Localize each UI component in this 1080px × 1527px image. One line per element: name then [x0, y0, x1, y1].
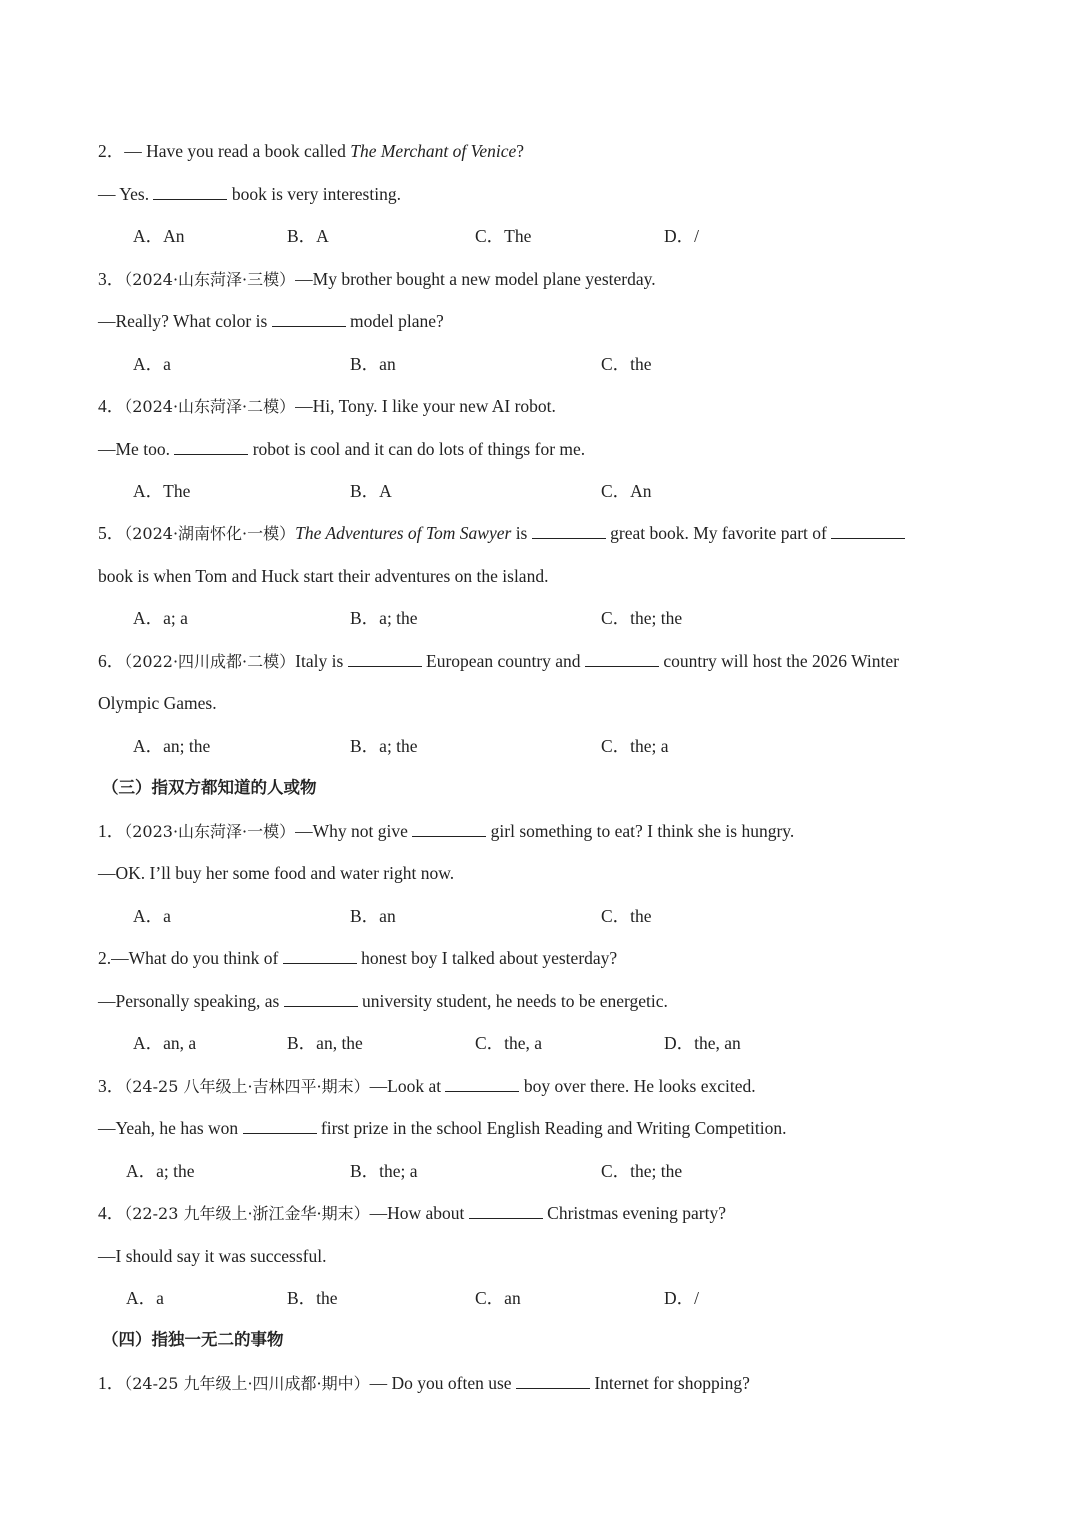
s3q3-reply: —Yeah, he has won first prize in the school English Reading and Writing Competition.	[98, 1118, 787, 1138]
answer-blank[interactable]	[348, 651, 422, 667]
q6-continuation: Olympic Games.	[98, 693, 217, 713]
q6-option-b[interactable]: B．a; the	[350, 736, 418, 756]
q2-option-c[interactable]: C．The	[475, 226, 532, 246]
section-heading: （四）指独一无二的事物	[102, 1330, 284, 1349]
q4-stem: 4．（2024·山东菏泽·二模）—Hi, Tony. I like your new AI robot.	[98, 396, 556, 416]
s3q2-option-d[interactable]: D．the, an	[664, 1033, 741, 1053]
q4-option-a[interactable]: A．The	[133, 481, 191, 501]
s3q1-option-b[interactable]: B．an	[350, 906, 396, 926]
s3q2-reply: —Personally speaking, as university student, he needs to be energetic.	[98, 991, 668, 1011]
s4q1-stem: 1．（24-25 九年级上·四川成都·期中）— Do you often use Internet for shopping?	[98, 1373, 750, 1393]
q4-option-c[interactable]: C．An	[601, 481, 652, 501]
answer-blank[interactable]	[243, 1118, 317, 1134]
q5-stem: 5．（2024·湖南怀化·一模）The Adventures of Tom Sawyer is great book. My favorite part of	[98, 522, 905, 545]
q3-stem: 3．（2024·山东菏泽·三模）—My brother bought a new model plane yesterday.	[98, 269, 656, 289]
q4-option-b[interactable]: B．A	[350, 481, 392, 501]
s3q3-option-a[interactable]: A．a; the	[126, 1161, 195, 1181]
s3q1-reply: —OK. I’ll buy her some food and water right now.	[98, 863, 455, 883]
answer-blank[interactable]	[585, 651, 659, 667]
q6-option-a[interactable]: A．an; the	[133, 736, 211, 756]
s3q2-option-a[interactable]: A．an, a	[133, 1033, 197, 1053]
s3q2-option-b[interactable]: B．an, the	[287, 1033, 363, 1053]
answer-blank[interactable]	[532, 523, 606, 539]
q4-reply: —Me too. robot is cool and it can do lots of things for me.	[98, 439, 586, 459]
q3-option-c[interactable]: C．the	[601, 354, 652, 374]
answer-blank[interactable]	[412, 821, 486, 837]
q2-option-d[interactable]: D．/	[664, 226, 699, 246]
answer-blank[interactable]	[272, 311, 346, 327]
section-heading: （三）指双方都知道的人或物	[102, 778, 317, 797]
q3-option-a[interactable]: A．a	[133, 354, 171, 374]
s3q4-option-c[interactable]: C．an	[475, 1288, 521, 1308]
q5-continuation: book is when Tom and Huck start their adventures on the island.	[98, 566, 549, 586]
s3q3-option-c[interactable]: C．the; the	[601, 1161, 683, 1181]
q2-reply: — Yes. book is very interesting.	[98, 184, 401, 204]
s3q3-option-b[interactable]: B．the; a	[350, 1161, 418, 1181]
answer-blank[interactable]	[516, 1373, 590, 1389]
q3-option-b[interactable]: B．an	[350, 354, 396, 374]
answer-blank[interactable]	[283, 948, 357, 964]
s3q4-option-b[interactable]: B．the	[287, 1288, 338, 1308]
s3q4-reply: —I should say it was successful.	[98, 1246, 327, 1266]
s3q2-stem: 2.—What do you think of honest boy I talked about yesterday?	[98, 948, 618, 968]
answer-blank[interactable]	[153, 184, 227, 200]
q2-option-b[interactable]: B．A	[287, 226, 329, 246]
s3q2-option-c[interactable]: C．the, a	[475, 1033, 543, 1053]
q2-option-a[interactable]: A．An	[133, 226, 185, 246]
q3-reply: —Really? What color is model plane?	[98, 311, 444, 331]
q5-option-a[interactable]: A．a; a	[133, 608, 188, 628]
answer-blank[interactable]	[284, 991, 358, 1007]
q2-stem: 2．— Have you read a book called The Merchant of Venice?	[98, 141, 525, 161]
q5-option-c[interactable]: C．the; the	[601, 608, 683, 628]
s3q1-option-c[interactable]: C．the	[601, 906, 652, 926]
answer-blank[interactable]	[831, 523, 905, 539]
q6-option-c[interactable]: C．the; a	[601, 736, 669, 756]
s3q4-stem: 4．（22-23 九年级上·浙江金华·期末）—How about Christmas evening party?	[98, 1203, 727, 1223]
s3q3-stem: 3．（24-25 八年级上·吉林四平·期末）—Look at boy over there. He looks excited.	[98, 1076, 756, 1096]
s3q4-option-d[interactable]: D．/	[664, 1288, 699, 1308]
answer-blank[interactable]	[469, 1203, 543, 1219]
answer-blank[interactable]	[174, 439, 248, 455]
q6-stem: 6．（2022·四川成都·二模）Italy is European country and country will host the 2026 Winter	[98, 651, 899, 671]
s3q1-option-a[interactable]: A．a	[133, 906, 171, 926]
s3q1-stem: 1．（2023·山东菏泽·一模）—Why not give girl something to eat? I think she is hungry.	[98, 821, 795, 841]
s3q4-option-a[interactable]: A．a	[126, 1288, 164, 1308]
answer-blank[interactable]	[445, 1076, 519, 1092]
q5-option-b[interactable]: B．a; the	[350, 608, 418, 628]
